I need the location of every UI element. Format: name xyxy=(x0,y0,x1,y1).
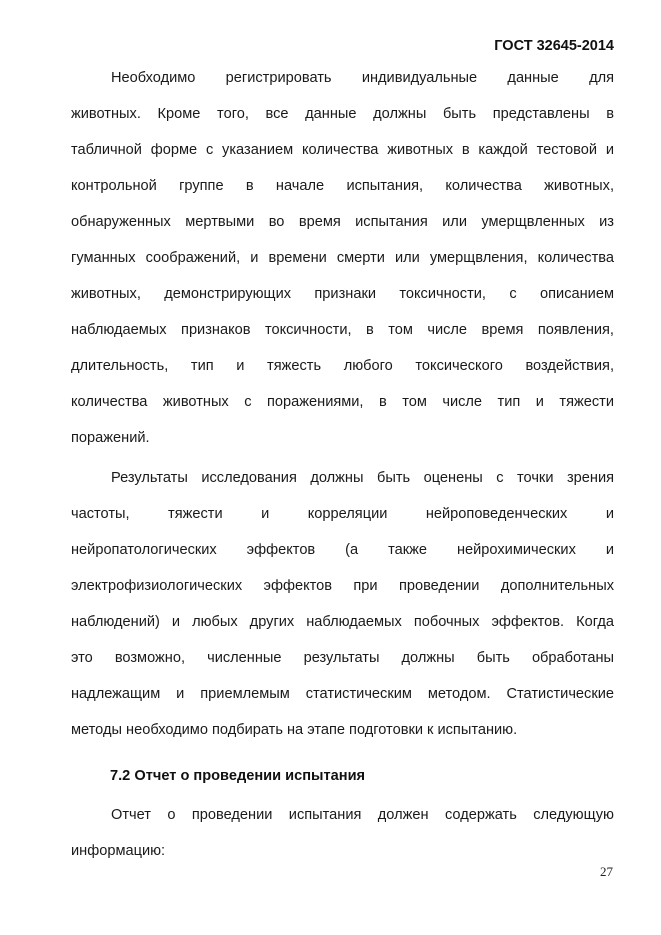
text-line: нейропатологических эффектов (а также нейрохимических и xyxy=(71,542,614,558)
text-line: гуманных соображений, и времени смерти или умерщвления, количества xyxy=(71,250,614,266)
text-line: длительность, тип и тяжесть любого токсического воздействия, xyxy=(71,358,614,374)
text-line: животных. Кроме того, все данные должны быть представлены в xyxy=(71,106,614,122)
text-line: количества животных с поражениями, в том числе тип и тяжести xyxy=(71,394,614,410)
text-line: электрофизиологических эффектов при проведении дополнительных xyxy=(71,578,614,594)
text-line: контрольной группе в начале испытания, количества животных, xyxy=(71,178,614,194)
text-line: обнаруженных мертвыми во время испытания или умерщвленных из xyxy=(71,214,614,230)
text-line: Результаты исследования должны быть оценены с точки зрения xyxy=(111,470,614,486)
text-line: табличной форме с указанием количества животных в каждой тестовой и xyxy=(71,142,614,158)
text-line: животных, демонстрирующих признаки токсичности, с описанием xyxy=(71,286,614,302)
text-line: поражений. xyxy=(71,430,150,446)
page-number: 27 xyxy=(600,864,613,879)
text-line: надлежащим и приемлемым статистическим методом. Статистические xyxy=(71,686,614,702)
text-line: частоты, тяжести и корреляции нейроповеденческих и xyxy=(71,506,614,522)
document-code-header: ГОСТ 32645-2014 xyxy=(494,38,614,54)
text-line: Необходимо регистрировать индивидуальные данные для xyxy=(111,70,614,86)
text-line: Отчет о проведении испытания должен содержать следующую xyxy=(111,807,614,823)
paragraph-results-evaluation xyxy=(71,460,614,748)
text-line: наблюдений) и любых других наблюдаемых побочных эффектов. Когда xyxy=(71,614,614,630)
text-line: информацию: xyxy=(71,843,166,859)
paragraph-report-contents xyxy=(71,797,614,869)
text-line: наблюдаемых признаков токсичности, в том числе время появления, xyxy=(71,322,614,338)
section-heading: 7.2 Отчет о проведении испытания xyxy=(110,768,366,784)
text-line: методы необходимо подбирать на этапе подготовки к испытанию. xyxy=(71,722,518,738)
paragraph-individual-data xyxy=(71,60,614,456)
text-line: это возможно, численные результаты должны быть обработаны xyxy=(71,650,614,666)
